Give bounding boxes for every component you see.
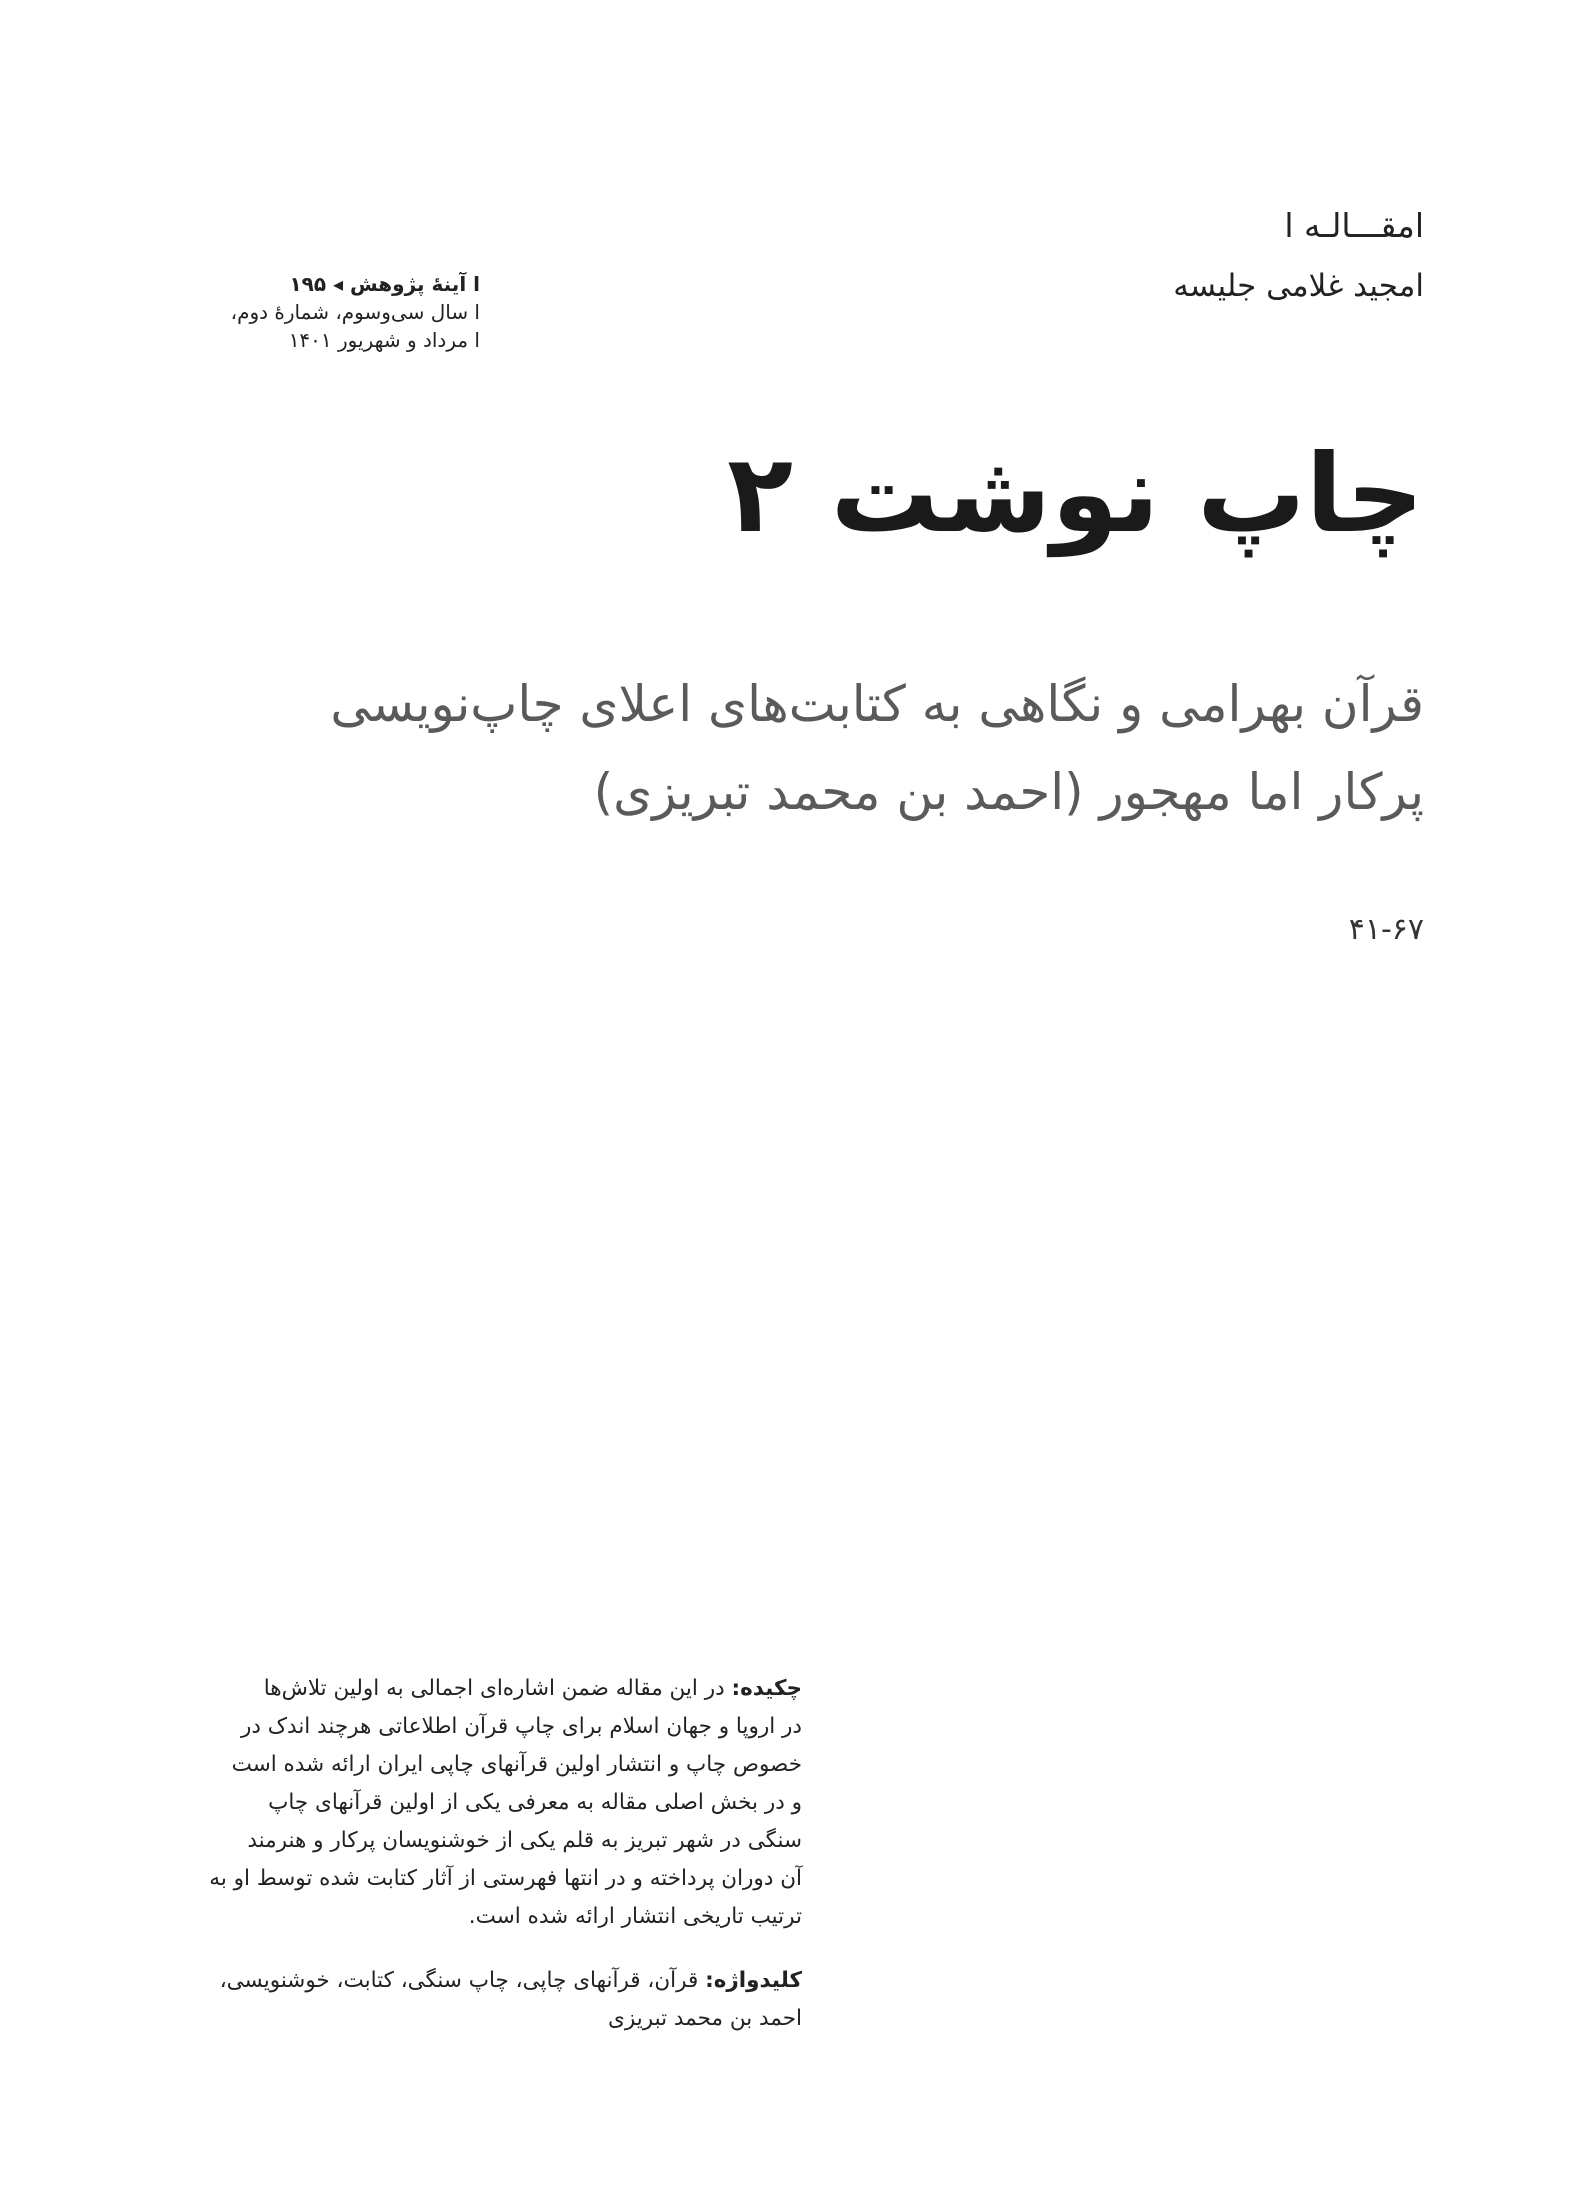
abstract-label: چکیده: xyxy=(731,1676,802,1701)
subtitle-line: قرآن بهرامی و نگاهی به کتابت‌های اعلای چاپ‌نویسی xyxy=(330,675,1424,733)
keywords-text: قرآن، قرآنهای چاپی، چاپ سنگی، کتابت، خوشنویسی، xyxy=(219,1968,706,1993)
subtitle-line: پرکار اما مهجور (احمد بن محمد تبریزی) xyxy=(593,763,1424,821)
abstract-line: آن دوران پرداخته و در انتها فهرستی از آثار کتابت شده توسط او به xyxy=(209,1866,802,1891)
keywords-label: کلیدواژه: xyxy=(705,1968,802,1993)
abstract xyxy=(204,1670,802,1936)
abstract-line: سنگی در شهر تبریز به قلم یکی از خوشنویسان پرکار و هنرمند xyxy=(247,1828,802,1853)
abstract-line xyxy=(204,1670,802,1708)
journal-volume: ا سال سی‌وسوم، شمارۀ دوم، xyxy=(230,300,480,324)
keywords-line xyxy=(204,1962,802,2000)
page-range: ۴۱-۶۷ xyxy=(1348,912,1424,947)
author-name: امجید غلامی جلیسه xyxy=(1173,268,1424,304)
article-subtitle xyxy=(264,660,1424,836)
abstract-line: و در بخش اصلی مقاله به معرفی یکی از اولین قرآنهای چاپ xyxy=(268,1790,802,1815)
journal-info xyxy=(204,270,480,354)
keywords xyxy=(204,1962,802,2038)
keywords-line: احمد بن محمد تبریزی xyxy=(608,2006,802,2031)
journal-name: ا آینۀ پژوهش ◂ ۱۹۵ xyxy=(289,272,480,296)
abstract-line: در اروپا و جهان اسلام برای چاپ قرآن اطلاعاتی هرچند اندک در xyxy=(241,1714,802,1739)
journal-date: ا مرداد و شهریور ۱۴۰۱ xyxy=(288,328,480,352)
section-label: امقـــالـه ا xyxy=(1284,206,1424,245)
abstract-line: خصوص چاپ و انتشار اولین قرآنهای چاپی ایران ارائه شده است xyxy=(231,1752,802,1777)
abstract-text: در این مقاله ضمن اشاره‌ای اجمالی به اولین تلاش‌ها xyxy=(263,1676,732,1701)
abstract-line: ترتیب تاریخی انتشار ارائه شده است. xyxy=(468,1904,802,1929)
article-title: چاپ نوشت ۲ xyxy=(727,432,1424,557)
